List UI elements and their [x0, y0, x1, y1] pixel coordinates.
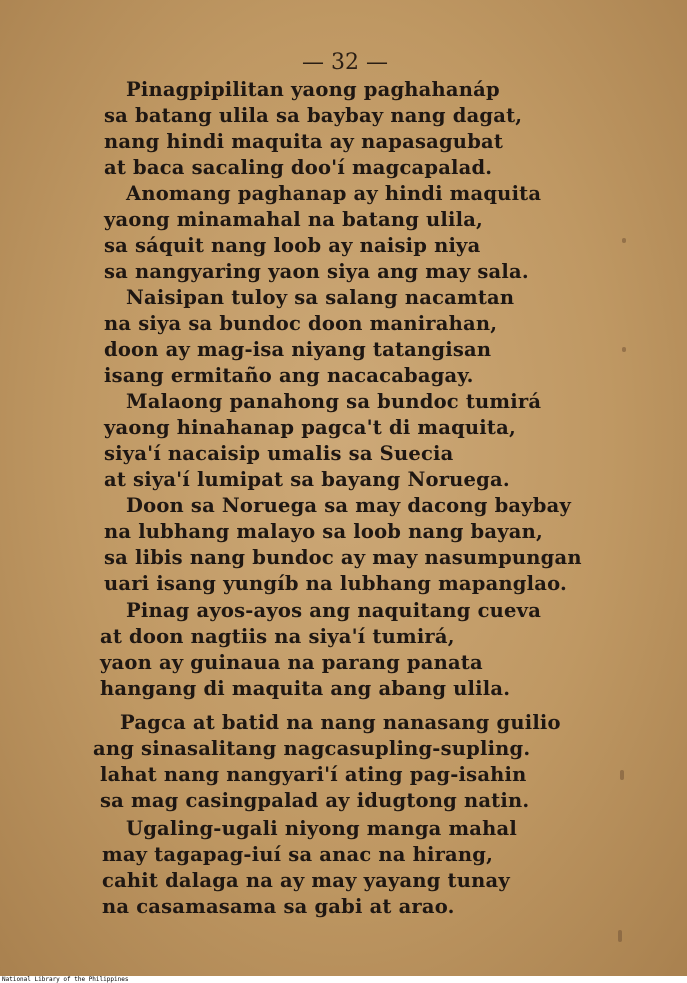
verse-line: Malaong panahong sa bundoc tumirá — [126, 390, 542, 413]
verse-line: ang sinasalitang nagcasupling-supling. — [93, 737, 531, 760]
verse-line: hangang di maquita ang abang ulila. — [100, 677, 511, 700]
verse-line: Anomang paghanap ay hindi maquita — [126, 182, 542, 205]
verse-line: Pinag ayos-ayos ang naquitang cueva — [126, 599, 542, 622]
verse-line: at baca sacaling doo'í magcapalad. — [104, 156, 493, 179]
verse-line: may tagapag-iuí sa anac na hirang, — [102, 843, 494, 866]
verse-line: uari isang yungíb na lubhang mapanglao. — [104, 572, 567, 595]
paper-speck — [618, 930, 622, 942]
verse-line: cahit dalaga na ay may yayang tunay — [102, 869, 510, 892]
verse-line: nang hindi maquita ay napasagubat — [104, 130, 504, 153]
paper-speck — [622, 238, 626, 243]
verse-line: lahat nang nangyari'í ating pag-isahin — [100, 763, 527, 786]
verse-line: at doon nagtiis na siya'í tumirá, — [100, 625, 455, 648]
verse-line: siya'í nacaisip umalis sa Suecia — [104, 442, 454, 465]
verse-line: Ugaling-ugali niyong manga mahal — [126, 817, 517, 840]
verse-line: yaon ay guinaua na parang panata — [100, 651, 483, 674]
verse-line: doon ay mag-isa niyang tatangisan — [104, 338, 492, 361]
verse-line: sa sáquit nang loob ay naisip niya — [104, 234, 481, 257]
verse-line: yaong hinahanap pagca't di maquita, — [104, 416, 516, 439]
verse-line: Naisipan tuloy sa salang nacamtan — [126, 286, 515, 309]
verse-line: isang ermitaño ang nacacabagay. — [104, 364, 474, 387]
verse-line: na siya sa bundoc doon manirahan, — [104, 312, 498, 335]
library-footer: National Library of the Philippines — [2, 976, 129, 983]
paper-speck — [620, 770, 624, 780]
verse-line: sa libis nang bundoc ay may nasumpungan — [104, 546, 582, 569]
verse-line: Pinagpipilitan yaong paghahanáp — [126, 78, 500, 101]
verse-line: Pagca at batid na nang nanasang guilio — [120, 711, 561, 734]
verse-line: na lubhang malayo sa loob nang bayan, — [104, 520, 543, 543]
verse-line: yaong minamahal na batang ulila, — [104, 208, 484, 231]
verse-line: Doon sa Noruega sa may dacong baybay — [126, 494, 571, 517]
verse-line: sa batang ulila sa baybay nang dagat, — [104, 104, 523, 127]
page-number: — 32 — — [302, 50, 388, 75]
verse-line: na casamasama sa gabi at arao. — [102, 895, 455, 918]
paper-speck — [622, 347, 626, 352]
verse-line: sa nangyaring yaon siya ang may sala. — [104, 260, 529, 283]
verse-line: at siya'í lumipat sa bayang Noruega. — [104, 468, 510, 491]
verse-line: sa mag casingpalad ay idugtong natin. — [100, 789, 530, 812]
